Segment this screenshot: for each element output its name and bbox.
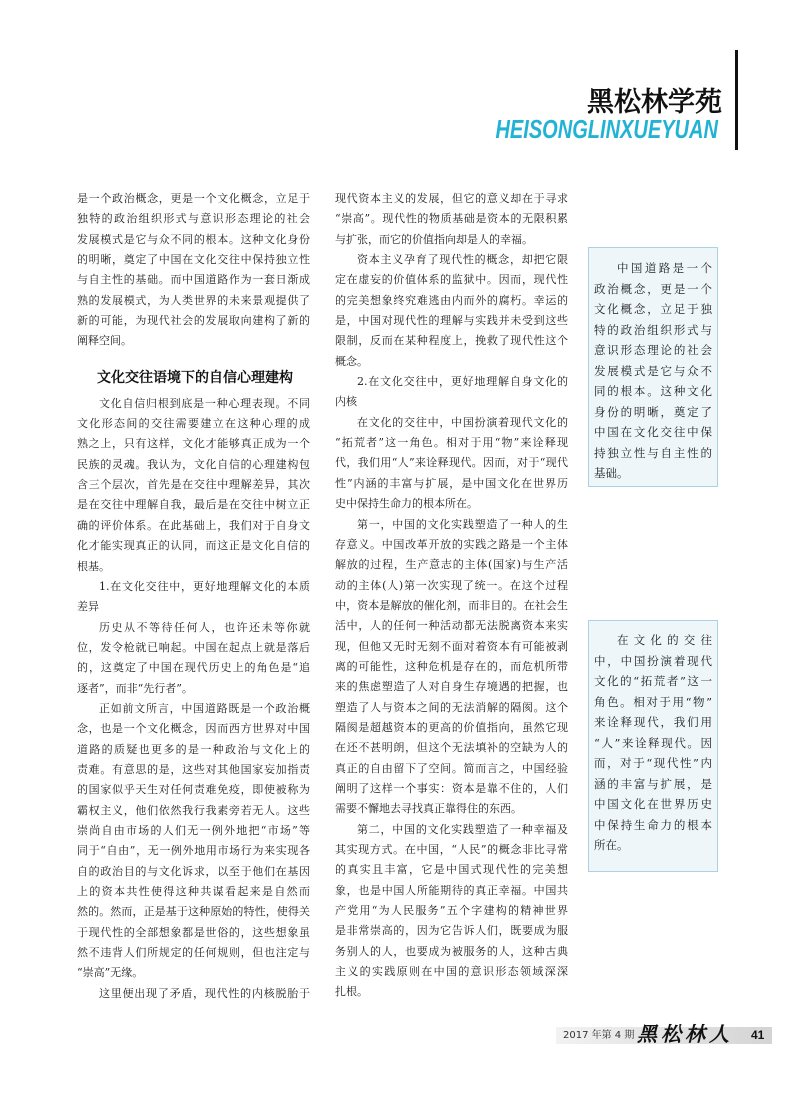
text-line: 定在虚妄的价值体系的监狱中。因而，现代性	[335, 273, 568, 287]
pullquote-text	[594, 258, 712, 484]
paragraph	[335, 372, 568, 413]
text-line: 然不违背人们所规定的任何规则，但也注定与	[77, 946, 310, 960]
text-line: 这里便出现了矛盾，现代性的内核脱胎于	[99, 986, 310, 1000]
text-line: 来诠释现代，我们用	[594, 715, 712, 729]
text-line: 同于“自由”，无一例外地用市场行为来实现各	[77, 844, 310, 858]
article-column-right	[335, 189, 568, 1003]
article-column-left	[77, 189, 310, 1004]
text-line: 是在交往中理解自我，最后是在交往中树立正	[77, 498, 310, 512]
text-line: 史中保持生命力的根本所在。	[335, 497, 478, 511]
text-line: 代，我们用“人”来诠释现代。因而，对于“现代	[335, 456, 568, 470]
text-line: 内核	[335, 395, 357, 409]
text-line: 文化形态间的交往需要建立在这种心理的成	[77, 417, 310, 431]
text-line: 离的可能性，这种危机是存在的，而危机所带	[335, 659, 568, 673]
text-line: 在文化的交往	[617, 633, 712, 647]
text-line: 位，发令枪就已响起。中国在起点上就是落后	[77, 640, 310, 654]
text-line: 1.在文化交往中，更好地理解文化的本质	[99, 579, 310, 593]
text-line: 差异	[77, 600, 99, 614]
text-line: 2.在文化交往中，更好地理解自身文化的	[357, 375, 568, 389]
text-line: 需要不懈地去寻找真正靠得住的东西。	[335, 802, 522, 816]
text-line: 角色。相对于用“物”	[594, 694, 712, 709]
text-line: 特的政治组织形式与	[594, 322, 712, 337]
section-heading	[77, 352, 310, 394]
text-line: 熟的发展模式，为人类世界的未来景观提供了	[77, 293, 310, 307]
text-line: 的真实且丰富，它是中国式现代性的完美想	[335, 863, 568, 877]
text-line: 文化自信归根到底是一种心理表现。不同	[99, 396, 310, 410]
header-divider-bar	[735, 50, 738, 150]
text-line: 于现代性的全部想象都是世俗的，这些想象虽	[77, 925, 310, 939]
text-line: 其实现方式。在中国，“人民”的概念非比寻常	[335, 843, 568, 856]
text-line: 同的根本。这种文化	[594, 384, 712, 398]
text-line: 逐者”，而非“先行者”。	[77, 681, 193, 695]
paragraph	[77, 699, 310, 984]
text-line: 阐释空间。	[77, 334, 132, 348]
text-line: 在还不甚明朗，但这个无法填补的空缺为人的	[335, 741, 568, 755]
text-line: 存意义。中国改革开放的实践之路是一个主体	[335, 537, 568, 551]
text-line: 概念。	[335, 354, 368, 368]
text-line: 中国在文化交往中保	[594, 425, 712, 439]
text-line: 的明晰，奠定了中国在文化交往中保持独立性	[77, 253, 310, 267]
text-line: 新的可能，为现代社会的发展取向建构了新的	[77, 314, 310, 328]
text-line: 来的焦虑塑造了人对自身生存境遇的把握，也	[335, 680, 568, 694]
text-line: 主义的实践原则在中国的意识形态领域深深	[335, 965, 568, 979]
text-line: 解放的过程，生产意志的主体(国家)与生产活	[335, 558, 568, 572]
column-title: 黑松林学苑	[587, 87, 722, 118]
text-line: 而，对于“现代性”内	[594, 756, 712, 770]
text-line: 第二，中国的文化实践塑造了一种幸福及	[357, 822, 568, 836]
paragraph	[77, 394, 310, 577]
paragraph	[335, 189, 568, 250]
text-line: 在文化的交往中，中国扮演着现代文化的	[357, 415, 568, 429]
pullquote-text	[594, 630, 712, 856]
text-line: 的完美想象终究难逃由内而外的腐朽。幸运的	[335, 293, 568, 307]
issue-label: 2017 年第 4 期	[563, 1030, 635, 1041]
text-line: 扎根。	[335, 985, 368, 999]
text-line: 涵的丰富与扩展，是	[594, 776, 712, 791]
text-line: 上的资本共性使得这种共谋看起来是自然而	[77, 885, 310, 898]
text-line: 意识形态理论的社会	[594, 343, 712, 357]
paragraph	[335, 820, 568, 1003]
text-line: 发展模式是它与众不	[594, 363, 712, 378]
text-line: 与自主性的基础。而中国道路作为一套日渐成	[77, 273, 310, 287]
text-line: 责难。有意思的是，这些对其他国家妄加指责	[77, 762, 310, 776]
text-line: “人”来诠释现代。因	[594, 735, 712, 750]
text-line: 崇尚自由市场的人们无一例外地把“市场”等	[77, 823, 310, 837]
paragraph	[77, 189, 310, 352]
text-line: 化才能实现真正的认同，而这正是文化自信的	[77, 539, 310, 553]
text-line: 根基。	[77, 559, 110, 573]
text-line: 现代资本主义的发展，但它的意义却在于寻求	[335, 192, 568, 205]
text-line: 然的。然而，正是基于这种原始的特性，使得关	[77, 905, 310, 919]
text-line: 是非常崇高的，因为它告诉人们，既要成为服	[335, 924, 568, 938]
column-title-pinyin: HEISONGLINXUEYUAN	[495, 114, 718, 144]
text-line: 中，中国扮演着现代	[594, 653, 712, 668]
text-line: 霸权主义，他们依然我行我素旁若无人。这些	[77, 803, 310, 817]
paragraph	[77, 577, 310, 618]
text-line: 的国家似乎天生对任何责难免疫，即使被称为	[77, 783, 310, 797]
text-line: 阐明了这样一个事实：资本是靠不住的，人们	[335, 781, 568, 795]
text-line: 正如前文所言，中国道路既是一个政治概	[99, 701, 310, 715]
pullquote-box-1	[588, 247, 718, 487]
text-line: 是一个政治概念，更是一个文化概念，立足于	[77, 192, 310, 205]
text-line: 所在。	[594, 838, 629, 852]
pullquote-box-2	[588, 620, 718, 872]
text-line: 文化的“拓荒者”这一	[594, 674, 712, 688]
text-line: 性”内涵的丰富与扩展，是中国文化在世界历	[335, 476, 568, 490]
text-line: 基础。	[594, 466, 629, 480]
text-line: 文化概念，立足于独	[594, 302, 712, 316]
text-line: 自的政治目的与文化诉求，以至于他们在基因	[77, 864, 310, 878]
paragraph	[77, 984, 310, 1004]
text-line: 限制，反而在某种程度上，挽救了现代性这个	[335, 334, 568, 348]
text-line: 身份的明晰，奠定了	[594, 404, 712, 419]
text-line: 务别人的人，也要成为被服务的人，这种古典	[335, 944, 568, 958]
text-line: “崇高”。现代性的物质基础是资本的无限积累	[335, 212, 568, 226]
text-line: 独特的政治组织形式与意识形态理论的社会	[77, 212, 310, 226]
text-line: 与扩张，而它的价值指向却是人的幸福。	[335, 232, 533, 246]
text-line: 真正的自由留下了空间。简而言之，中国经验	[335, 761, 568, 775]
text-line: 象，也是中国人所能期待的真正幸福。中国共	[335, 883, 568, 897]
text-line: 中国道路是一个	[617, 261, 712, 275]
text-line: 发展模式是它与众不同的根本。这种文化身份	[77, 232, 310, 246]
text-line: 现，但他又无时无刻不面对着资本有可能被剥	[335, 639, 568, 653]
text-line: 资本主义孕育了现代性的概念，却把它限	[357, 253, 568, 267]
text-line: 活中，人的任何一种活动都无法脱离资本来实	[335, 619, 568, 633]
text-line: “崇高”无缘。	[77, 966, 144, 980]
text-line: 念，也是一个文化概念，因而西方世界对中国	[77, 722, 310, 736]
text-line: 中保持生命力的根本	[594, 817, 712, 832]
paragraph	[335, 250, 568, 372]
text-line: 历史从不等待任何人，也许还未等你就	[99, 620, 310, 634]
text-line: 民族的灵魂。我认为，文化自信的心理建构包	[77, 457, 310, 471]
text-line: “拓荒者”这一角色。相对于用“物”来诠释现	[335, 436, 568, 450]
text-line: 产党用“为人民服务”五个字建构的精神世界	[335, 904, 568, 918]
paragraph	[335, 515, 568, 820]
paragraph	[77, 618, 310, 699]
text-line: 动的主体(人)第一次实现了统一。在这个过程	[335, 578, 568, 592]
text-line: 道路的质疑也更多的是一种政治与文化上的	[77, 742, 310, 756]
text-line: 中国文化在世界历史	[594, 797, 712, 811]
heading-text: 文化交往语境下的自信心理建构	[97, 369, 293, 386]
text-line: 熟之上，只有这样，文化才能够真正成为一个	[77, 437, 310, 451]
text-line: 的，这奠定了中国在现代历史上的角色是“追	[77, 661, 310, 675]
text-line: 塑造了人与资本之间的无法消解的隔阂。这个	[335, 700, 568, 714]
text-line: 是，中国对现代性的理解与实践并未受到这些	[335, 314, 568, 328]
text-line: 政治概念，更是一个	[594, 281, 712, 296]
magazine-logo: 黑松林人	[637, 1022, 733, 1046]
text-line: 持独立性与自主性的	[594, 445, 712, 460]
text-line: 中，资本是解放的催化剂，而非目的。在社会生	[335, 598, 568, 612]
paragraph	[335, 413, 568, 515]
text-line: 确的评价体系。在此基础上，我们对于自身文	[77, 518, 310, 532]
page-number: 41	[751, 1028, 765, 1042]
text-line: 隔阂是超越资本的更高的价值指向，虽然它现	[335, 720, 568, 734]
text-line: 第一，中国的文化实践塑造了一种人的生	[357, 517, 568, 531]
text-line: 含三个层次，首先是在交往中理解差异，其次	[77, 478, 310, 492]
